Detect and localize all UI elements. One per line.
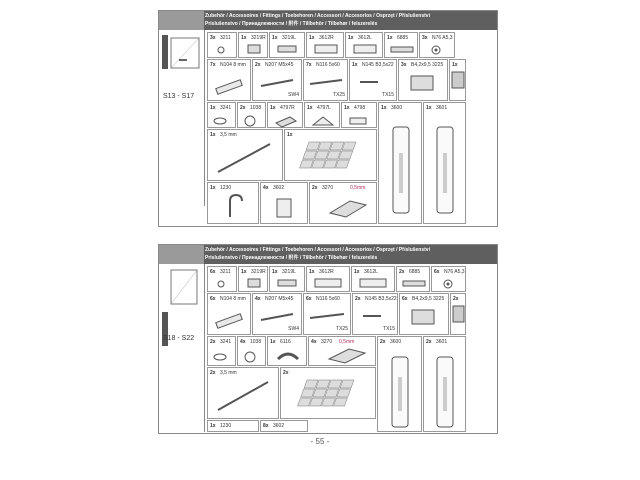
part-cell: 6x 3211	[207, 266, 237, 292]
part-cell: 6x N76 A5,3	[431, 266, 466, 292]
model-side	[154, 30, 205, 206]
part-cell: 3x 3211	[207, 32, 237, 58]
part-cell: 1x 3219R	[238, 266, 268, 292]
part-cell: 1x 1230	[207, 182, 259, 224]
part-cell: 8x 3602	[260, 420, 308, 432]
model-range: S18 - S22	[163, 335, 195, 342]
part-cell: 3x N76 A5,3	[419, 32, 455, 58]
model-range: S13 - S17	[163, 93, 195, 100]
header-tab	[159, 11, 204, 30]
part-cell: 1x 3241	[207, 102, 236, 128]
shower-diagram	[159, 264, 204, 324]
part-cell: 1x 4797R	[267, 102, 303, 128]
part-cell: 7x N104 8 mm	[207, 59, 251, 101]
panel-top	[154, 10, 498, 227]
part-cell: 1x 3219R	[238, 32, 268, 58]
part-cell: 4x 1038	[237, 336, 266, 366]
model-side	[154, 264, 205, 432]
header-line2: Prislušenstvo / Принадлежности / 附件 / Tillbehör / Tilbehør / felszerelés	[205, 255, 378, 261]
part-cell: 4x N207 M5x45 SW4	[252, 293, 302, 335]
part-cell: 1x 3,5 mm	[207, 129, 283, 181]
part-cell: 2x 3270 0,5mm	[309, 182, 377, 224]
header-line1: Zubehör / Accessoires / Fittings / Toebehoren / Accessori / Accesorios / Osprzęt / Příslušenství	[205, 13, 430, 19]
part-cell: 1x 3219L	[269, 32, 305, 58]
part-cell: 2x 3600	[377, 336, 422, 432]
part-cell: 1x 6885	[384, 32, 418, 58]
part-cell: 1x 3600	[378, 102, 422, 224]
part-cell: 1x 3612L	[351, 266, 395, 292]
part-cell: 2x N207 M5x45 SW4	[252, 59, 302, 101]
part-cell: 1x 3612R	[306, 266, 350, 292]
part-cell: 6x B4,2x9,5 3225	[399, 293, 449, 335]
part-cell: 1x 3612L	[345, 32, 383, 58]
header-line2: Prislušenstvo / Принадлежности / 附件 / Tillbehör / Tilbehør / felszerelés	[205, 21, 378, 27]
part-cell: 2x 6885	[396, 266, 430, 292]
part-cell: 1x 3601	[423, 102, 466, 224]
part-cell: 1x 1230	[207, 420, 259, 432]
part-cell: 1x 4798	[341, 102, 377, 128]
part-cell: 1x 3612R	[306, 32, 344, 58]
part-cell: 1x	[449, 59, 466, 101]
part-cell: 1x 6116	[267, 336, 307, 366]
part-cell: 2x 3601	[423, 336, 466, 432]
part-cell: 2x 3,5 mm	[207, 367, 279, 419]
part-cell: 2x	[450, 293, 466, 335]
panel-header	[159, 245, 497, 264]
part-cell: 2x N145 B3,5x22 TX15	[352, 293, 398, 335]
part-cell: 7x N116 5x60 TX25	[303, 59, 348, 101]
page-number: - 55 -	[310, 437, 330, 446]
part-cell: 1x 4797L	[304, 102, 340, 128]
part-cell: 6x N104 8 mm	[207, 293, 251, 335]
model-badge: PE 1661	[162, 312, 168, 346]
panel-bottom	[154, 244, 498, 434]
part-cell: 1x N145 B3,5x22 TX15	[349, 59, 397, 101]
header-tab	[159, 245, 204, 264]
part-cell: 6x N116 5x60 TX25	[303, 293, 351, 335]
part-cell: 2x	[280, 367, 376, 419]
part-cell: 2x 3241	[207, 336, 236, 366]
panel-header	[159, 11, 497, 30]
part-cell: 4x 3270 0,5mm	[308, 336, 376, 366]
model-badge: PE 1661	[162, 35, 168, 69]
part-cell: 2x 1038	[237, 102, 266, 128]
part-cell: 1x	[284, 129, 377, 181]
header-line1: Zubehör / Accessoires / Fittings / Toebehoren / Accessori / Accesorios / Osprzęt / Příslušenství	[205, 247, 430, 253]
part-cell: 4x 3602	[260, 182, 308, 224]
shower-diagram	[159, 30, 204, 90]
part-cell: 1x 3219L	[269, 266, 305, 292]
part-cell: 3x B4,2x9,5 3225	[398, 59, 448, 101]
